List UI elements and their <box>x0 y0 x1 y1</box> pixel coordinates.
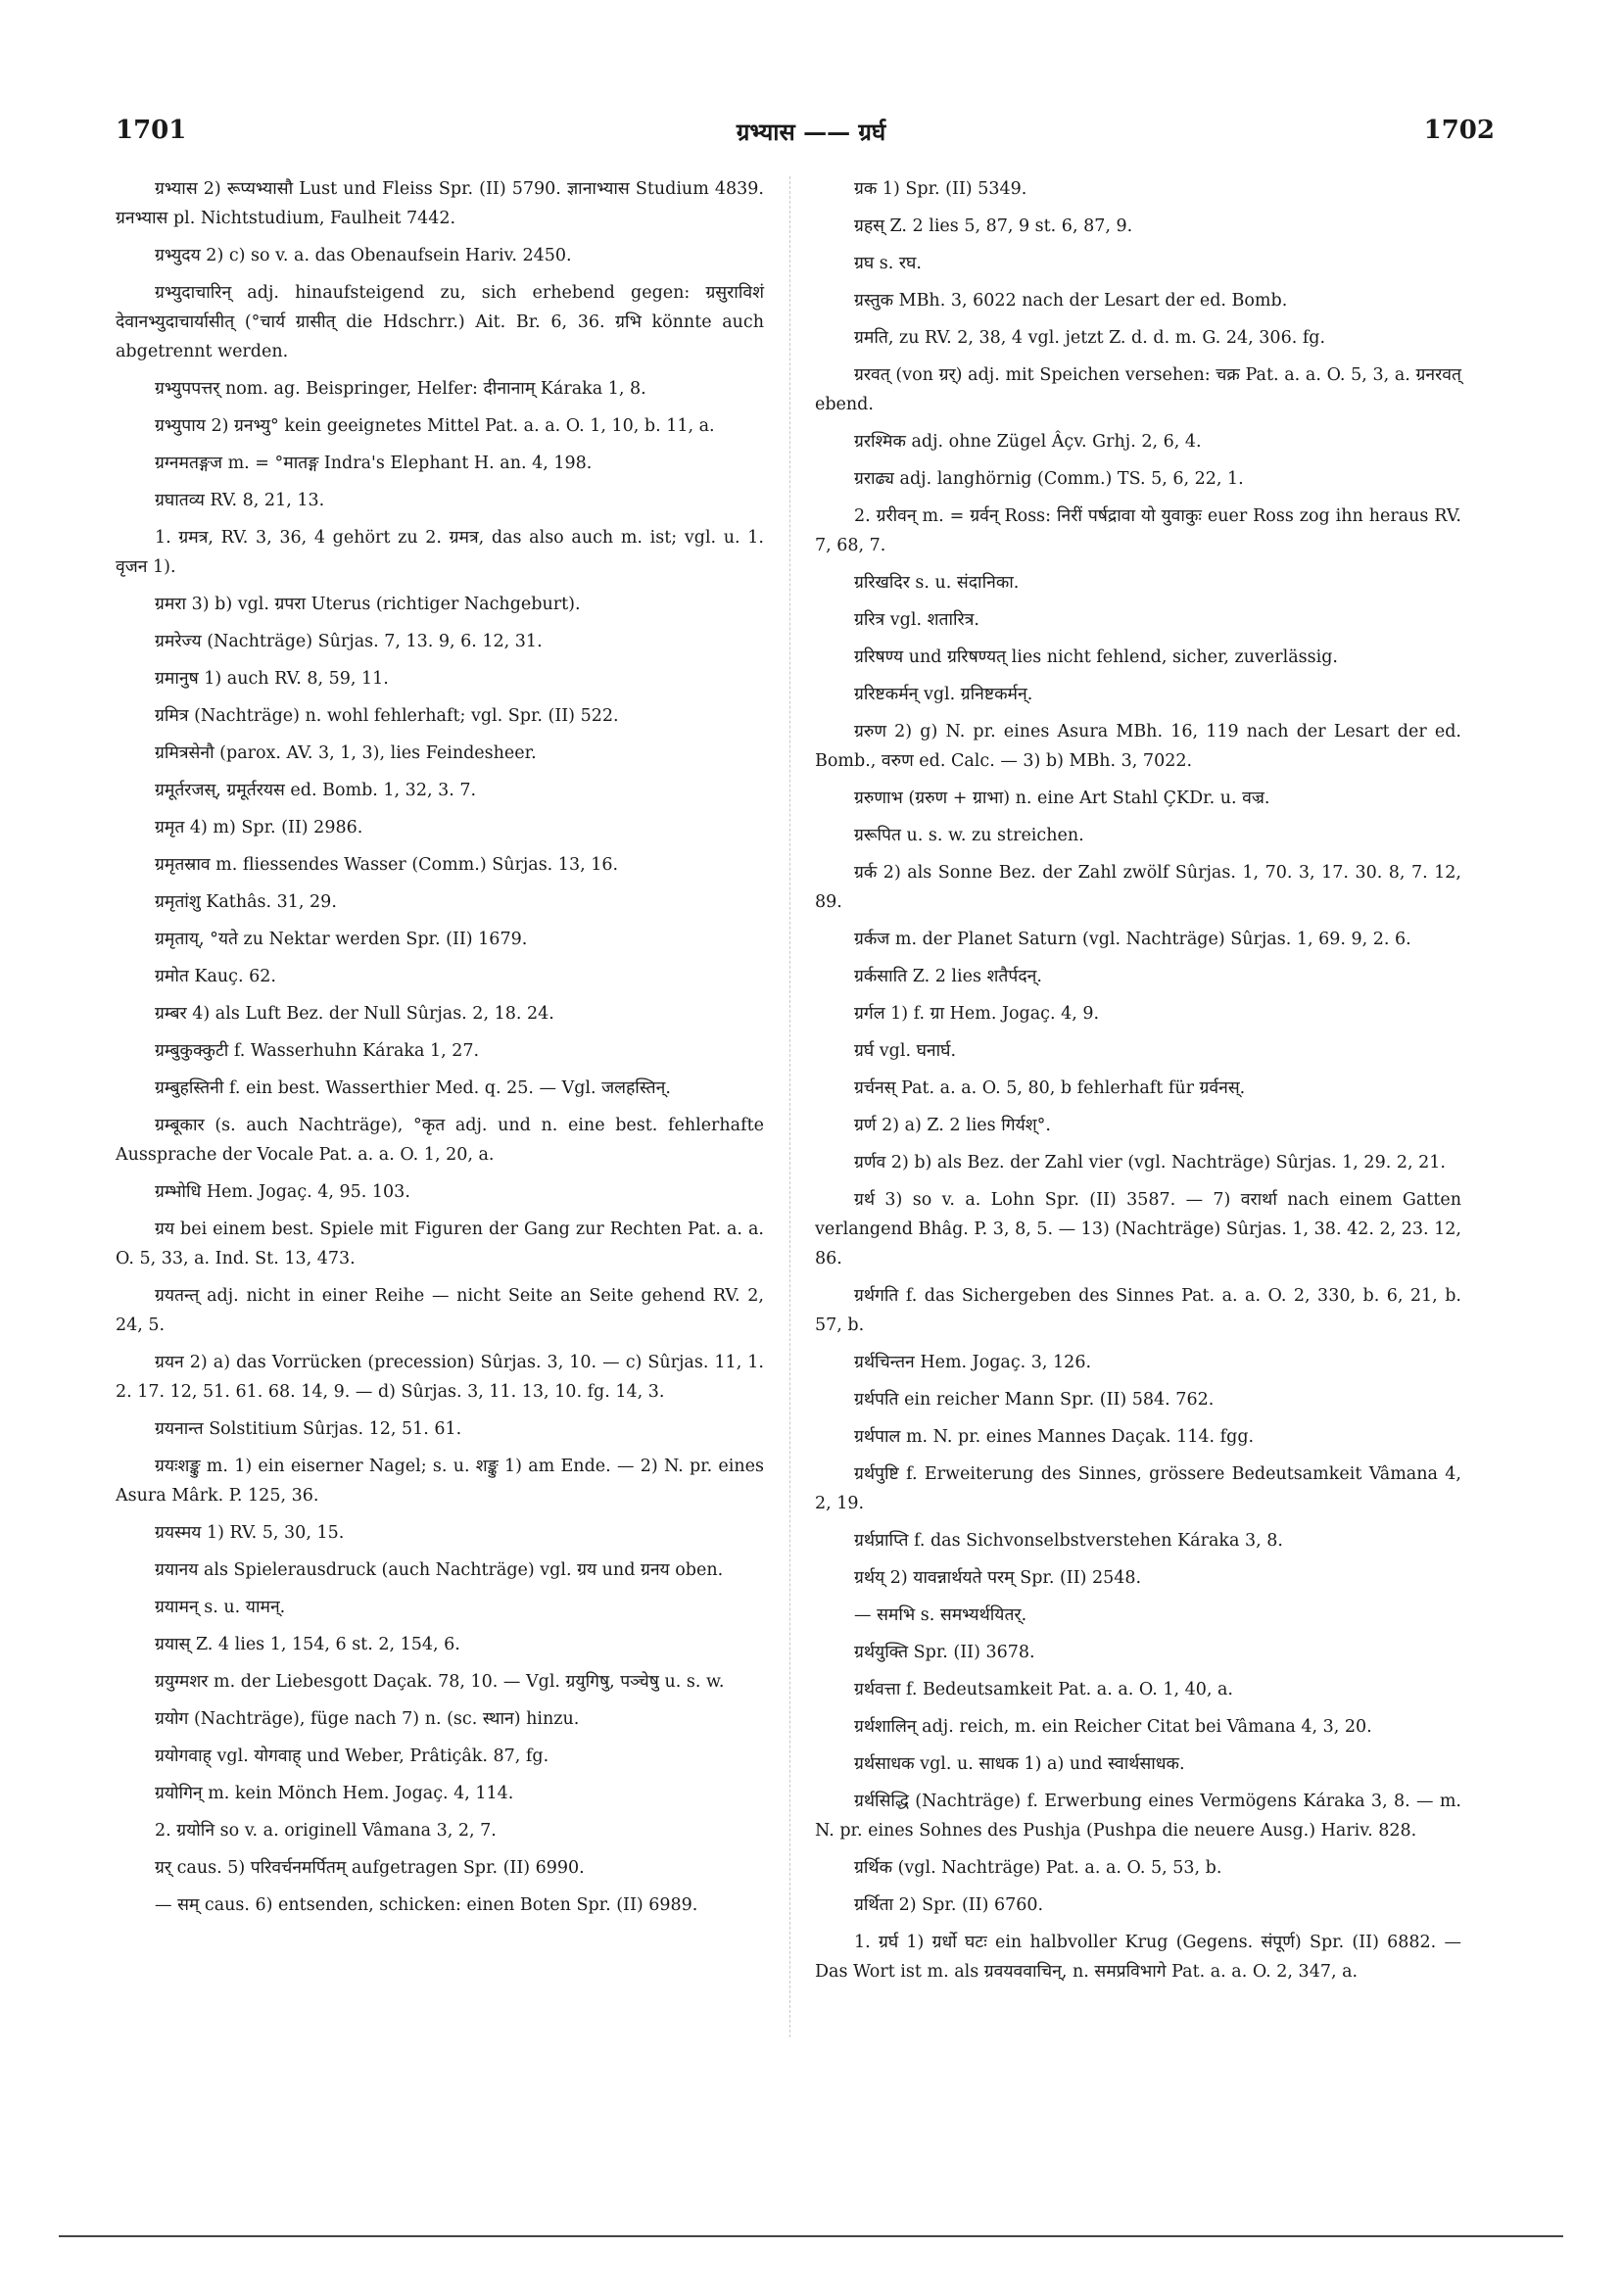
dictionary-entry: ग्रयास् Z. 4 lies 1, 154, 6 st. 2, 154, 6. <box>155 1635 460 1654</box>
dictionary-entry: ग्रम्बुकुक्कुटी f. Wasserhuhn Káraka 1, 27. <box>155 1041 480 1061</box>
dictionary-entry: ग्ररुणाभ (ग्ररुण + ग्राभा) n. eine Art Stahl ÇKDr. u. वज्र. <box>854 789 1270 808</box>
dictionary-entry: ग्ररिष्टकर्मन् vgl. ग्रनिष्टकर्मन्. <box>854 685 1033 704</box>
dictionary-entry: ग्रराढ्य adj. langhörnig (Comm.) TS. 5, 6, 22, 1. <box>854 469 1244 489</box>
dictionary-entry: ग्रयन 2) a) das Vorrücken (precession) Sûrjas. 3, 10. — c) Sûrjas. 11, 1. 2. 17. 12, 51. 61. 68. 14, 9. — d) Sûrjas. 3, 11. 13, 10. fg. 14, 3. <box>116 1353 764 1402</box>
dictionary-entry: ग्रर्थिक (vgl. Nachträge) Pat. a. a. O. 5, 53, b. <box>854 1858 1222 1878</box>
dictionary-entry: ग्रमानुष 1) auch RV. 8, 59, 11. <box>155 669 389 689</box>
dictionary-entry: ग्रर्ण 2) a) Z. 2 lies गिर्यश्°. <box>854 1116 1051 1135</box>
dictionary-entry: ग्रर्थपाल m. N. pr. eines Mannes Daçak. 114. fgg. <box>854 1427 1255 1447</box>
dictionary-entry: ग्रर्थसिद्धि (Nachträge) f. Erwerbung eines Vermögens Káraka 3, 8. — m. N. pr. eines Sohnes des Pushja (Pushpa die neuere Ausg.) Hariv. 828. <box>815 1792 1461 1841</box>
footer-rule <box>59 2235 1563 2237</box>
column-divider <box>789 176 790 2037</box>
dictionary-entry: ग्रय bei einem best. Spiele mit Figuren der Gang zur Rechten Pat. a. a. O. 5, 33, a. Ind. St. 13, 473. <box>116 1220 764 1268</box>
dictionary-entry: ग्ररिखदिर s. u. संदानिका. <box>854 573 1020 593</box>
dictionary-entry: ग्रयानय als Spielerausdruck (auch Nachträge) vgl. ग्रय und ग्रनय oben. <box>155 1560 724 1580</box>
dictionary-entry: ग्रर्थपुष्टि f. Erweiterung des Sinnes, grössere Bedeutsamkeit Vâmana 4, 2, 19. <box>815 1464 1461 1513</box>
dictionary-entry: ग्रर्गल 1) f. ग्रा Hem. Jogaç. 4, 9. <box>854 1004 1100 1024</box>
dictionary-entry: ग्रम्बर 4) als Luft Bez. der Null Sûrjas. 2, 18. 24. <box>155 1004 554 1024</box>
dictionary-entry: ग्रक 1) Spr. (II) 5349. <box>854 179 1027 199</box>
dictionary-entry: ग्रभ्युपपत्तर् nom. ag. Beispringer, Helfer: दीनानाम् Káraka 1, 8. <box>155 379 646 399</box>
dictionary-entry: ग्रर्घ vgl. घनार्घ. <box>854 1041 957 1061</box>
dictionary-entry: ग्रभ्युपाय 2) ग्रनभ्यु° kein geeignetes Mittel Pat. a. a. O. 1, 10, b. 11, a. <box>155 416 715 436</box>
dictionary-entry: ग्रमरेज्य (Nachträge) Sûrjas. 7, 13. 9, 6. 12, 31. <box>155 632 543 651</box>
page-number-left: 1701 <box>116 116 187 145</box>
dictionary-entry: 1. ग्रमत्र, RV. 3, 36, 4 gehört zu 2. ग्रमत्र, das also auch m. ist; vgl. u. 1. वृजन 1). <box>116 528 764 577</box>
page-number-right: 1702 <box>1423 116 1495 145</box>
dictionary-entry: ग्रमृतांशु Kathâs. 31, 29. <box>155 892 337 912</box>
dictionary-entry: ग्रयस्मय 1) RV. 5, 30, 15. <box>155 1523 345 1543</box>
dictionary-entry: ग्रग्नमतङ्गज m. = °मातङ्ग Indra's Elephant H. an. 4, 198. <box>155 454 593 473</box>
dictionary-entry: ग्ररित्र vgl. शतारित्र. <box>854 610 979 630</box>
dictionary-entry: ग्रयुग्मशर m. der Liebesgott Daçak. 78, 10. — Vgl. ग्रयुगिषु, पञ्चेषु u. s. w. <box>155 1672 725 1692</box>
dictionary-entry: ग्रमृतस्राव m. fliessendes Wasser (Comm.) Sûrjas. 13, 16. <box>155 855 619 875</box>
dictionary-entry: ग्ररुण 2) g) N. pr. eines Asura MBh. 16, 119 nach der Lesart der ed. Bomb., वरुण ed. Calc. — 3) b) MBh. 3, 7022. <box>815 722 1461 771</box>
dictionary-entry: ग्रयनान्त Solstitium Sûrjas. 12, 51. 61. <box>155 1419 462 1439</box>
dictionary-entry: ग्रर्थप्राप्ति f. das Sichvonselbstverstehen Káraka 3, 8. <box>854 1531 1283 1551</box>
dictionary-entry: ग्रमूर्तरजस्, ग्रमूर्तरयस ed. Bomb. 1, 32, 3. 7. <box>155 781 477 800</box>
dictionary-entry: ग्रर् caus. 5) परिवर्चनमर्पितम् aufgetragen Spr. (II) 6990. <box>155 1858 585 1878</box>
dictionary-entry: ग्रमति, zu RV. 2, 38, 4 vgl. jetzt Z. d. d. m. G. 24, 306. fg. <box>854 328 1326 348</box>
dictionary-entry: ग्रस्तुक MBh. 3, 6022 nach der Lesart der ed. Bomb. <box>854 291 1288 311</box>
dictionary-entry: ग्रयःशङ्कु m. 1) ein eiserner Nagel; s. u. शङ्कु 1) am Ende. — 2) N. pr. eines Asura Mârk. P. 125, 36. <box>116 1457 764 1506</box>
dictionary-entry: ग्रमृताय्, °यते zu Nektar werden Spr. (II) 1679. <box>155 930 528 949</box>
dictionary-entry: ग्ररश्मिक adj. ohne Zügel Âçv. Grhj. 2, 6, 4. <box>854 432 1202 452</box>
dictionary-entry: ग्रर्कज m. der Planet Saturn (vgl. Nachträge) Sûrjas. 1, 69. 9, 2. 6. <box>854 930 1411 949</box>
dictionary-entry: ग्ररिषण्य und ग्ररिषण्यत् lies nicht fehlend, sicher, zuverlässig. <box>854 647 1338 667</box>
dictionary-entry: ग्रमोत Kauç. 62. <box>155 967 276 986</box>
dictionary-entry: ग्रभ्युदय 2) c) so v. a. das Obenaufsein Hariv. 2450. <box>155 246 572 265</box>
dictionary-entry: ग्रर्थशालिन् adj. reich, m. ein Reicher Citat bei Vâmana 4, 3, 20. <box>854 1717 1372 1737</box>
dictionary-entry: ग्रभ्युदाचारिन् adj. hinaufsteigend zu, sich erhebend gegen: ग्रसुराविशं देवानभ्युदाचार्यासीत् (°चार्य ग्रासीत् die Hdschrr.) Ait. Br. 6, 36. ग्रभि könnte auch abgetrennt werden. <box>116 283 764 361</box>
dictionary-entry: ग्रर्क 2) als Sonne Bez. der Zahl zwölf Sûrjas. 1, 70. 3, 17. 30. 8, 7. 12, 89. <box>815 863 1461 912</box>
dictionary-entry: 2. ग्ररीवन् m. = ग्रर्वन् Ross: निरीं पर्षद्रावा यो युवाकुः euer Ross zog ihn heraus RV. 7, 68, 7. <box>815 506 1461 555</box>
dictionary-entry: ग्रघातव्य RV. 8, 21, 13. <box>155 491 325 510</box>
dictionary-entry: ग्ररूपित u. s. w. zu streichen. <box>854 826 1084 845</box>
dictionary-entry: 1. ग्रर्घ 1) ग्रर्धो घटः ein halbvoller Krug (Gegens. संपूर्ण) Spr. (II) 6882. — Das Wort ist m. als ग्रवयववाचिन्, n. समप्रविभागे Pat. a. a. O. 2, 347, a. <box>815 1933 1461 1982</box>
dictionary-entry: ग्रयामन् s. u. यामन्. <box>155 1598 286 1617</box>
dictionary-entry: ग्रम्बुहस्तिनी f. ein best. Wasserthier Med. q. 25. — Vgl. जलहस्तिन्. <box>155 1078 671 1098</box>
dictionary-entry: ग्रहस् Z. 2 lies 5, 87, 9 st. 6, 87, 9. <box>854 216 1133 236</box>
dictionary-entry: ग्रमित्र (Nachträge) n. wohl fehlerhaft; vgl. Spr. (II) 522. <box>155 706 619 726</box>
dictionary-entry: ग्रमरा 3) b) vgl. ग्रपरा Uterus (richtiger Nachgeburt). <box>155 595 581 614</box>
dictionary-entry: ग्रर्थयुक्ति Spr. (II) 3678. <box>854 1643 1035 1662</box>
dictionary-entry: ग्रम्भोधि Hem. Jogaç. 4, 95. 103. <box>155 1182 410 1202</box>
dictionary-entry: ग्रर्थिता 2) Spr. (II) 6760. <box>854 1895 1044 1915</box>
dictionary-entry: ग्रर्थपति ein reicher Mann Spr. (II) 584. 762. <box>854 1390 1215 1410</box>
left-column <box>116 174 764 1928</box>
dictionary-entry: ग्रर्थवत्ता f. Bedeutsamkeit Pat. a. a. O. 1, 40, a. <box>854 1680 1233 1699</box>
running-head: ग्रभ्यास —— ग्रर्घ <box>736 118 886 146</box>
dictionary-entry: ग्रर्थगति f. das Sichergeben des Sinnes Pat. a. a. O. 2, 330, b. 6, 21, b. 57, b. <box>815 1286 1461 1335</box>
dictionary-entry: ग्रयोग (Nachträge), füge nach 7) n. (sc. स्थान) hinzu. <box>155 1709 580 1729</box>
dictionary-entry: — सम् caus. 6) entsenden, schicken: einen Boten Spr. (II) 6989. <box>155 1895 698 1915</box>
dictionary-entry: ग्रघ s. रघ. <box>854 254 922 273</box>
dictionary-entry: ग्रमृत 4) m) Spr. (II) 2986. <box>155 818 363 837</box>
page-header <box>0 116 1622 155</box>
dictionary-entry: ग्रर्थ 3) so v. a. Lohn Spr. (II) 3587. — 7) वरार्था nach einem Gatten verlangend Bhâg. P. 3, 8, 5. — 13) (Nachträge) Sûrjas. 1, 38. 42. 2, 23. 12, 86. <box>815 1190 1461 1268</box>
dictionary-entry: ग्रयोगवाह् vgl. योगवाह् und Weber, Prâtiçâk. 87, fg. <box>155 1746 549 1766</box>
dictionary-entry: ग्रर्चनस् Pat. a. a. O. 5, 80, b fehlerhaft für ग्रर्वनस्. <box>854 1078 1246 1098</box>
dictionary-entry: — समभि s. समभ्यर्थयितर्. <box>854 1605 1027 1625</box>
dictionary-entry: ग्रर्थसाधक vgl. u. साधक 1) a) und स्वार्थसाधक. <box>854 1754 1185 1774</box>
dictionary-entry: ग्रभ्यास 2) रूप्यभ्यासौ Lust und Fleiss Spr. (II) 5790. ज्ञानाभ्यास Studium 4839. ग्रनभ्यास pl. Nichtstudium, Faulheit 7442. <box>116 179 764 228</box>
dictionary-entry: ग्रयतन्त् adj. nicht in einer Reihe — nicht Seite an Seite gehend RV. 2, 24, 5. <box>116 1286 764 1335</box>
dictionary-entry: ग्रर्थचिन्तन Hem. Jogaç. 3, 126. <box>854 1353 1092 1372</box>
dictionary-entry: ग्रर्थय् 2) यावन्नार्थयते परम् Spr. (II) 2548. <box>854 1568 1142 1588</box>
dictionary-entry: ग्रयोगिन् m. kein Mönch Hem. Jogaç. 4, 114. <box>155 1784 514 1803</box>
dictionary-entry: ग्रर्णव 2) b) als Bez. der Zahl vier (vgl. Nachträge) Sûrjas. 1, 29. 2, 21. <box>854 1153 1446 1172</box>
right-column <box>815 174 1461 1994</box>
dictionary-entry: ग्रमित्रसेनौ (parox. AV. 3, 1, 3), lies Feindesheer. <box>155 743 537 763</box>
dictionary-entry: ग्रर्कसाति Z. 2 lies शतैर्पदन्. <box>854 967 1042 986</box>
dictionary-entry: ग्रम्बूकार (s. auch Nachträge), °कृत adj. und n. eine best. fehlerhafte Aussprache der Vocale Pat. a. a. O. 1, 20, a. <box>116 1116 764 1165</box>
dictionary-entry: ग्ररवत् (von ग्रर्) adj. mit Speichen versehen: चक्र Pat. a. a. O. 5, 3, a. ग्रनरवत् ebend. <box>815 365 1461 414</box>
dictionary-entry: 2. ग्रयोनि so v. a. originell Vâmana 3, 2, 7. <box>155 1821 497 1841</box>
